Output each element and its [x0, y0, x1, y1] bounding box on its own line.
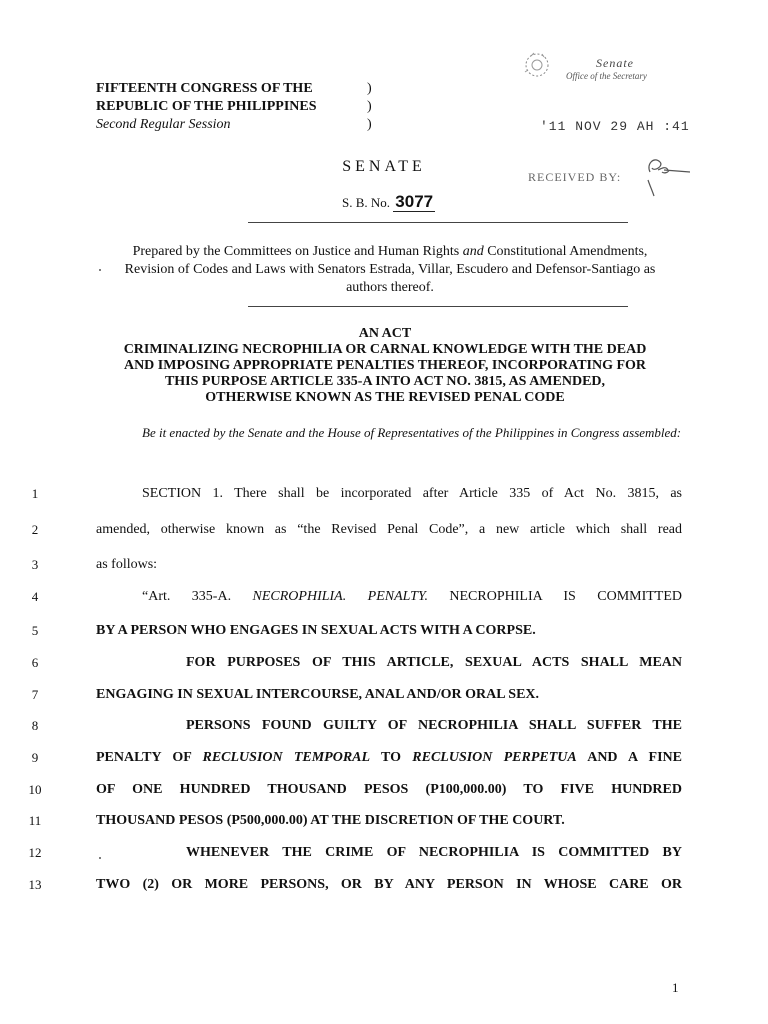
line-number: 1: [31, 486, 39, 501]
body-line: PERSONS FOUND GUILTY OF NECROPHILIA SHALL SUFFER THE: [186, 718, 682, 733]
session-label: Second Regular Session: [96, 117, 231, 132]
body-line: SECTION 1. There shall be incorporated after Article 335 of Act No. 3815, as: [142, 486, 682, 501]
line-9-mid: TO: [370, 750, 413, 765]
page-number: 1: [672, 980, 679, 995]
title-line-1: AN ACT: [358, 326, 412, 341]
divider-rule-bottom: [248, 306, 628, 307]
line-number: 7: [31, 687, 39, 702]
enacting-clause: Be it enacted by the Senate and the House of Representatives of the Philippines in Congress assembled:: [142, 425, 682, 440]
line-number: 11: [28, 813, 42, 828]
stamp-office-text: Office of the Secretary: [566, 71, 647, 81]
congress-heading: [96, 80, 317, 134]
line-number: 8: [31, 718, 39, 733]
divider-rule-top: [248, 222, 628, 223]
title-line-3: AND IMPOSING APPROPRIATE PENALTIES THEREOF, INCORPORATING FOR: [123, 358, 647, 373]
chamber-title: SENATE: [342, 158, 426, 175]
line-number: 6: [31, 655, 39, 670]
line-number: 2: [31, 522, 39, 537]
stamp-date: '11 NOV 29 AH :41: [540, 119, 690, 134]
body-line: amended, otherwise known as “the Revised Penal Code”, a new article which shall read: [96, 522, 682, 537]
line-number: 5: [31, 623, 39, 638]
prepared-and: and: [462, 244, 484, 259]
line-4-post: NECROPHILIA IS COMMITTED: [427, 589, 683, 604]
sb-prefix: S. B. No.: [342, 195, 391, 210]
body-line: ENGAGING IN SEXUAL INTERCOURSE, ANAL AND/OR ORAL SEX.: [96, 687, 540, 702]
paren-2: ): [367, 99, 372, 114]
sb-number: 3077: [395, 192, 434, 211]
line-4-pre: “Art. 335-A.: [142, 589, 253, 604]
body-line: FOR PURPOSES OF THIS ARTICLE, SEXUAL ACTS SHALL MEAN: [186, 655, 682, 670]
body-line: THOUSAND PESOS (P500,000.00) AT THE DISCRETION OF THE COURT.: [96, 813, 565, 828]
body-line: [96, 750, 682, 766]
body-line: BY A PERSON WHO ENGAGES IN SEXUAL ACTS WITH A CORPSE.: [96, 623, 536, 638]
senate-bill-number: [342, 192, 435, 212]
body-line: TWO (2) OR MORE PERSONS, OR BY ANY PERSON IN WHOSE CARE OR: [96, 877, 682, 892]
senate-seal-icon: [522, 50, 552, 80]
title-line-2: CRIMINALIZING NECROPHILIA OR CARNAL KNOWLEDGE WITH THE DEAD: [123, 342, 647, 357]
paren-1: ): [367, 81, 372, 96]
congress-line-2: REPUBLIC OF THE PHILIPPINES: [96, 99, 317, 114]
body-line: OF ONE HUNDRED THOUSAND PESOS (P100,000.00) TO FIVE HUNDRED: [96, 782, 682, 797]
body-line: [96, 589, 682, 605]
act-title: [90, 326, 680, 406]
line-9-post: AND A FINE: [576, 750, 683, 765]
line-number: 10: [28, 782, 42, 797]
prepared-part-2: Constitutional Amendments, Revision of Codes and Laws with Senators Estrada, Villar, Escudero and Defensor-Santiago as authors thereof.: [124, 244, 656, 295]
congress-line-1: FIFTEENTH CONGRESS OF THE: [96, 81, 313, 96]
title-line-4: THIS PURPOSE ARTICLE 335-A INTO ACT NO. 3815, AS AMENDED,: [164, 374, 606, 389]
line-number: 4: [31, 589, 39, 604]
paren-3: ): [367, 117, 372, 132]
title-line-5: OTHERWISE KNOWN AS THE REVISED PENAL CODE: [205, 390, 565, 405]
stamp-senate-text: Senate: [596, 56, 634, 70]
stray-mark: [99, 269, 101, 271]
stamp-received-by: RECEIVED BY:: [528, 170, 622, 184]
line-number: 3: [31, 557, 39, 572]
prepared-by-statement: [110, 243, 670, 297]
body-line: WHENEVER THE CRIME OF NECROPHILIA IS COMMITTED BY: [186, 845, 682, 860]
prepared-part-1: Prepared by the Committees on Justice and Human Rights: [132, 244, 463, 259]
body-line: as follows:: [96, 557, 158, 572]
line-number: 13: [28, 877, 42, 892]
line-9-italic-1: RECLUSION TEMPORAL: [202, 750, 371, 765]
line-number: 9: [31, 750, 39, 765]
line-4-italic: NECROPHILIA. PENALTY.: [252, 589, 428, 604]
caption-parentheses: [367, 80, 372, 134]
line-number: 12: [28, 845, 42, 860]
line-9-italic-2: RECLUSION PERPETUA: [412, 750, 577, 765]
line-9-pre: PENALTY OF: [96, 750, 203, 765]
